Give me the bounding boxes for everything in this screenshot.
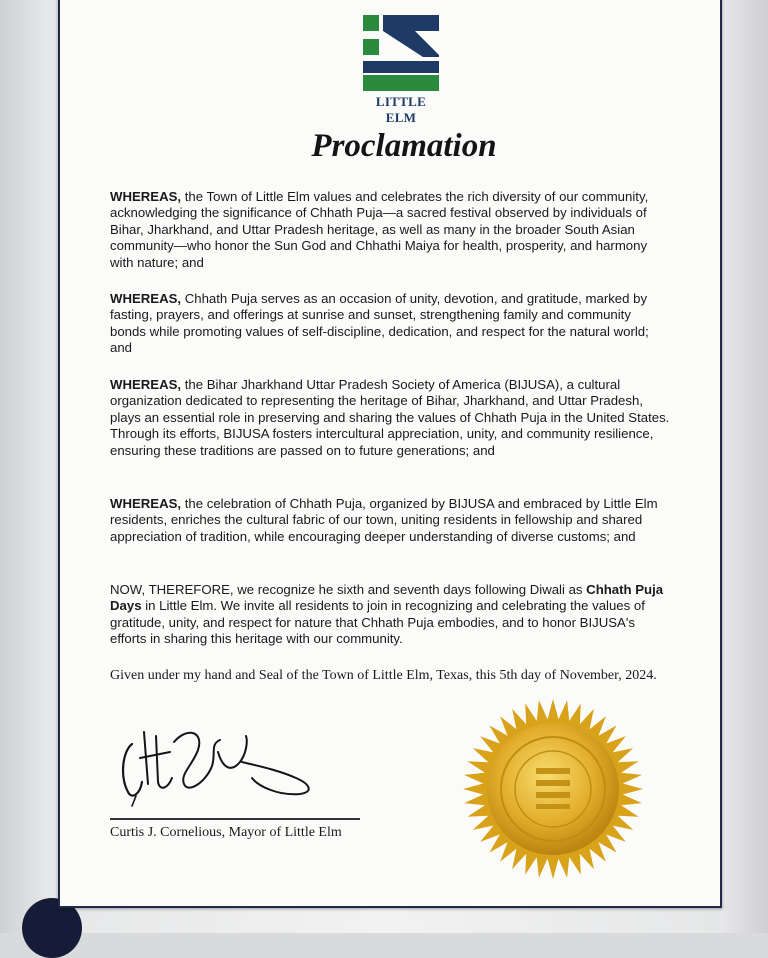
- page-title: Proclamation: [311, 128, 497, 164]
- paragraph-text: the celebration of Chhath Puja, organized by BIJUSA and embraced by Little Elm residents, enriches the cultural fabric of our town, uniting residents in fellowship and shared appreciation of tradition, while encouraging deeper understanding of diverse customs; and: [110, 496, 658, 544]
- paragraph-text: NOW, THEREFORE, we recognize he sixth and seventh days following Diwali as: [110, 582, 587, 597]
- paragraph-lead: WHEREAS,: [110, 496, 182, 511]
- paragraph-lead: WHEREAS,: [110, 189, 182, 204]
- paragraph-text: Chhath Puja serves as an occasion of unity, devotion, and gratitude, marked by fasting, prayers, and offerings at sunrise and sunset, strengthening family and community bonds while promoting values of self-discipline, dedication, and respect for the natural world; and: [110, 291, 649, 356]
- whereas-paragraph-4: [110, 496, 670, 545]
- whereas-paragraph-2: [110, 291, 670, 357]
- mayor-signature: [118, 722, 328, 812]
- given-under-seal-text: Given under my hand and Seal of the Town of Little Elm, Texas, this 5th day of November, 2024.: [110, 668, 657, 683]
- whereas-paragraph-1: [110, 189, 670, 271]
- gold-seal-icon: [462, 698, 644, 880]
- paragraph-tail: in Little Elm. We invite all residents to join in recognizing and celebrating the values of gratitude, unity, and respect for nature that Chhath Puja embodies, and to honor BIJUSA's efforts in sharing this heritage with our community.: [110, 598, 645, 647]
- paragraph-text: the Town of Little Elm values and celebrates the rich diversity of our community, acknowledging the significance of Chhath Puja—a sacred festival observed by individuals of Bihar, Jharkhand, and Uttar Pradesh heritage, as well as many in the broader South Asian community—who honor the Sun God and Chhathi Maiya for health, prosperity, and harmony with nature; and: [110, 189, 649, 270]
- paragraph-bold-phrase: Chhath Puja Days: [110, 582, 664, 614]
- paragraph-text: the Bihar Jharkhand Uttar Pradesh Society of America (BIJUSA), a cultural organization dedicated to representing the heritage of Bihar, Jharkhand, and Uttar Pradesh, plays an essential role in preserving and sharing the values of Chhath Puja in the United States. Through its efforts, BIJUSA fosters intercultural appreciation, unity, and community resilience, ensuring these traditions are passed on to future generations; and: [110, 377, 670, 458]
- logo-wordmark: LITTLE ELM: [375, 94, 427, 125]
- signature-line: [110, 818, 360, 820]
- paragraph-lead: WHEREAS,: [110, 377, 182, 392]
- little-elm-logo-icon: [363, 15, 439, 91]
- paragraph-lead: WHEREAS,: [110, 291, 182, 306]
- mayor-name: Curtis J. Cornelious, Mayor of Little Elm: [110, 825, 342, 840]
- whereas-paragraph-3: [110, 377, 670, 459]
- therefore-paragraph: [110, 582, 670, 648]
